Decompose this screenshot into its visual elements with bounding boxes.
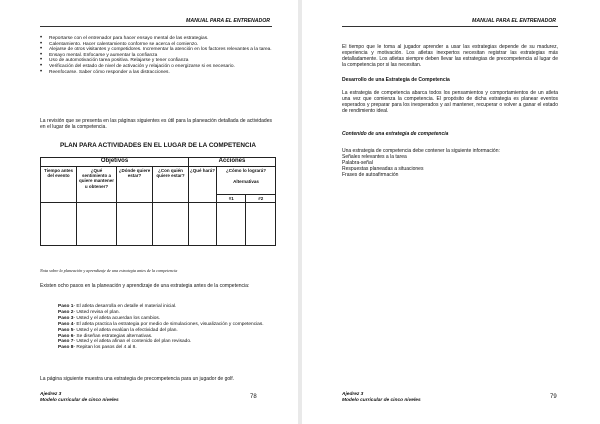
page-number: 78 [250, 394, 257, 400]
list-item: • Alejarse de otros visitantes y competidores. Incrementar la atención en los factores relevantes a la tarea. [40, 47, 272, 53]
footer-line-1: Ajedrez 3 [342, 392, 364, 397]
alternativas-label: Alternativas [233, 179, 259, 185]
footer-line-2: Modelo curricular de cinco niveles [342, 398, 421, 403]
list-item: Frases de autoafirmación [342, 172, 399, 178]
list-item: • Verificación del estado de nivel de activación y relajación o energizarse si es necesario. [40, 64, 272, 70]
list-item: • Uso de automotivación tarea positiva. Relajarse y tener confianza [40, 58, 272, 64]
step-label: Paso 3 [58, 315, 74, 321]
page-number: 79 [550, 394, 557, 400]
strategy-contents [342, 148, 500, 178]
step-label: Paso 6 [58, 333, 74, 339]
header-rule [40, 26, 272, 27]
steps-list [58, 304, 268, 351]
alt-2-label: #2 [246, 195, 276, 203]
plan-table [40, 157, 276, 246]
step-text: - Se diseñan estrategias alternativas. [73, 333, 153, 339]
table-cell [246, 203, 276, 246]
step-label: Paso 2 [58, 309, 74, 315]
list-item: • Calentamiento. Hacer calentamiento conforme se acerca el comienzo. [40, 42, 272, 48]
intro-paragraph: La revisión que se presenta en las páginas siguientes es útil para la planeación detallada de actividades en el lugar de la competencia. [40, 118, 272, 130]
page-footer [40, 392, 119, 404]
step-label: Paso 5 [58, 327, 74, 333]
preparation-bullet-list [40, 36, 272, 75]
steps-intro: Existen ocho pasos en la planeación y aprendizaje de una estrategia antes de la competencia: [40, 283, 250, 289]
objetivos-header: Objetivos [41, 158, 189, 167]
section-heading: Desarrollo de una Estrategia de Competencia [342, 77, 450, 83]
table-cell [77, 203, 117, 246]
page-header: MANUAL PARA EL ENTRENADOR [186, 18, 270, 24]
list-item: Señales relevantes a la tarea [342, 154, 407, 160]
column-header: ¿Con quién quiere estar? [153, 167, 189, 203]
column-header: ¿Qué sentimiento a quiere mantener u obtener? [77, 167, 117, 203]
column-header [217, 167, 276, 195]
footer-line-1: Ajedrez 3 [40, 392, 62, 397]
column-header: Tiempo antes del evento [41, 167, 77, 203]
maturity-paragraph: El tiempo que le toma al jugador aprender a usar las estrategias depende de su madurez, experiencia y motivación. Los atletas inexpertos necesitan registrar las estrategias más detalladamente. Los atletas siempre deben llevar las estrategias de precompetencia al lugar de la competencia por si las necesitan. [342, 44, 558, 68]
list-item: • Ensayo mental. Enfocarse y aumentar la confianza [40, 53, 272, 59]
table-cell [217, 203, 246, 246]
column-header-label: ¿Cómo lo logrará? [225, 168, 266, 173]
page-header: MANUAL PARA EL ENTRENADOR [472, 18, 556, 24]
left-page [0, 0, 298, 424]
list-item: • Reportarse con el entrenador para hacer ensayo mental de las estrategias. [40, 36, 272, 42]
table-cell [189, 203, 217, 246]
competition-strategy-paragraph: La estrategia de competencia abarca todos los pensamientos y comportamientos de un atleta una vez que comienza la competencia. El propósito de dicha estrategia es planear eventos esperados y preparar para los inesperados y así mantener, recuperar o volver a ganar el estado de rendimiento ideal. [342, 90, 558, 114]
list-item: Respuestas planeadas a situaciones [342, 166, 424, 172]
list-item: • Reenfocarse. Saber cómo responder a las distracciones. [40, 70, 272, 76]
step-label: Paso 7 [58, 339, 74, 345]
section-subheading: Contenido de una estrategia de competencia [342, 131, 449, 137]
step-text: - Usted revisa el plan. [73, 309, 120, 315]
column-header: ¿Dónde quiere estar? [117, 167, 153, 203]
page-footer [342, 392, 421, 404]
closing-paragraph: La página siguiente muestra una estrategia de precompetencia para un jugador de golf. [40, 376, 235, 382]
table-cell [41, 203, 77, 246]
alt-1-label: #1 [217, 195, 246, 203]
column-header: ¿Qué hará? [189, 167, 217, 203]
list-intro: Una estrategia de competencia debe contener la siguiente información: [342, 148, 500, 154]
step-text: - Usted y el atleta acuerdan los cambios. [73, 315, 161, 321]
step-text: - El atleta practica la estrategia por medio de simulaciones, visualización y competencias. [73, 321, 264, 327]
table-cell [117, 203, 153, 246]
step-label: Paso 4 [58, 321, 74, 327]
plan-title: PLAN PARA ACTIVIDADES EN EL LUGAR DE LA COMPETENCIA [59, 142, 257, 149]
step-label: Paso 8 [58, 345, 74, 351]
step-text: - Usted y el atleta afinan el contenido del plan revisado. [73, 339, 192, 345]
list-item [58, 345, 268, 351]
step-text: - Repitan los pasos del 4 al 8. [73, 345, 137, 351]
footer-line-2: Modelo curricular de cinco niveles [40, 398, 119, 403]
table-cell [153, 203, 189, 246]
step-text: - Usted y el atleta evalúan la efectividad del plan. [73, 327, 178, 333]
step-label: Paso 1 [58, 304, 74, 309]
note-heading: Nota sobre la planeación y aprendizaje de una estrategia antes de la competencia [40, 268, 178, 273]
step-text: - El atleta desarrolla en detalle el material inicial. [73, 304, 177, 309]
header-rule [342, 26, 558, 27]
list-item: Palabra-señal [342, 160, 373, 166]
acciones-header: Acciones [189, 158, 276, 167]
